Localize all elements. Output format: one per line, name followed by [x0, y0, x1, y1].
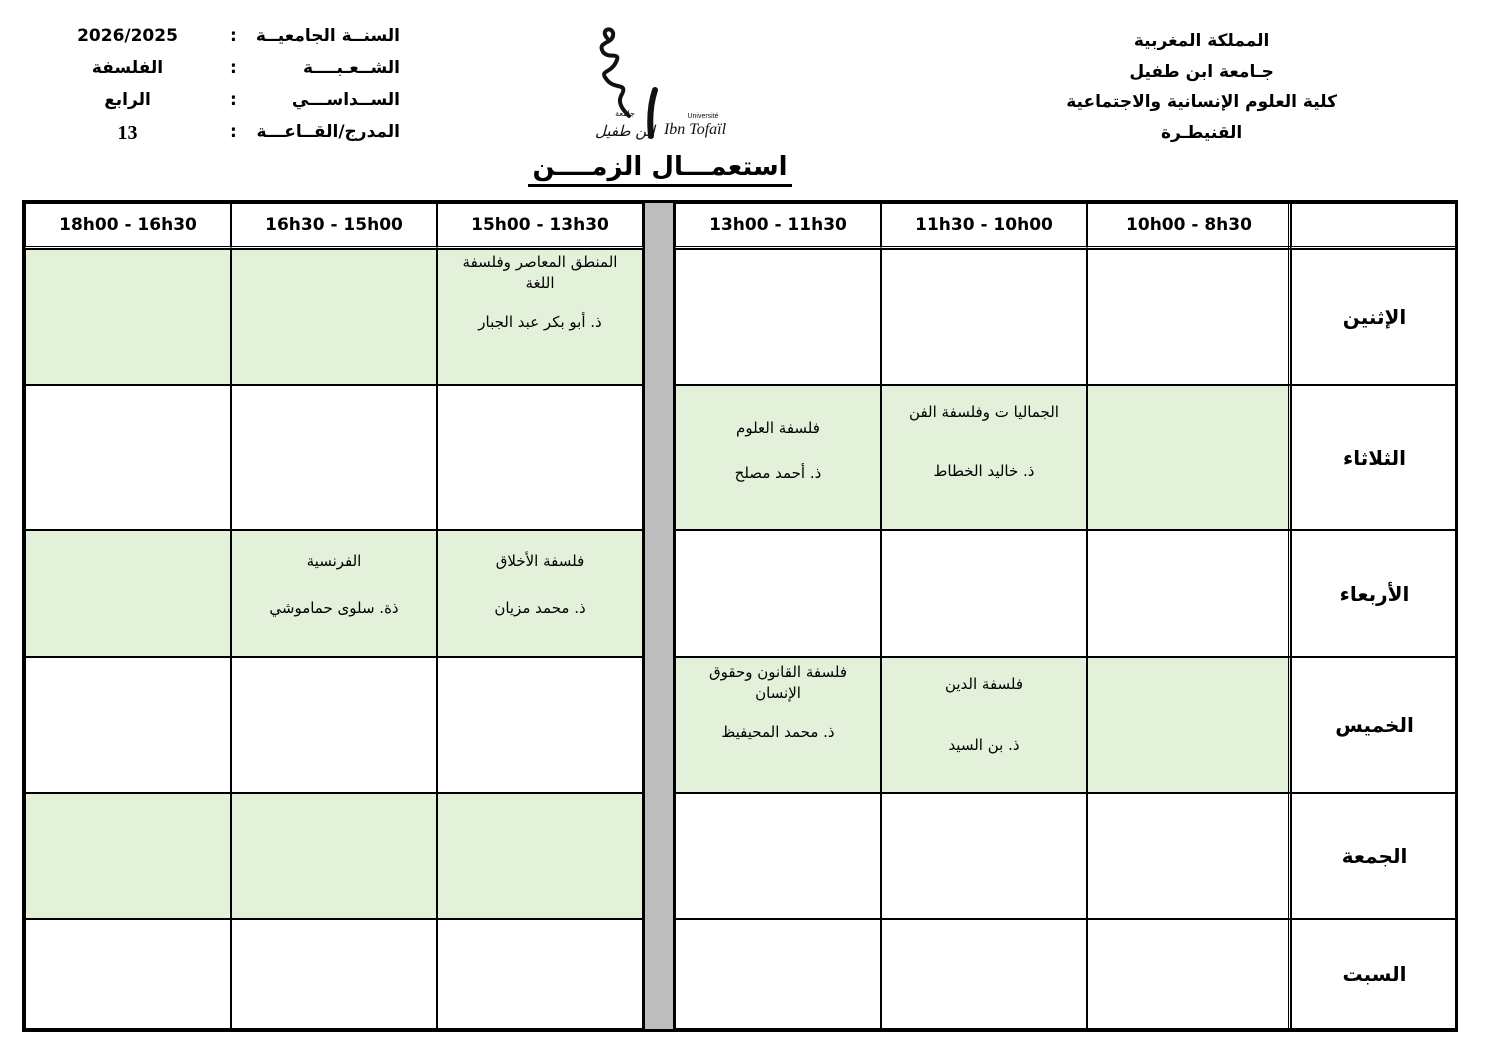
svg-text:ابن طفيل: ابن طفيل [595, 122, 655, 140]
schedule-cell [25, 530, 231, 657]
institution-header [1066, 26, 1337, 148]
semester-value: الرابع [104, 90, 151, 110]
schedule-cell [675, 530, 881, 657]
course-block [438, 531, 642, 619]
slot-header-6: 18h00 - 16h30 [25, 203, 231, 249]
schedule-cell [1087, 249, 1291, 385]
course-name: فلسفة الدين [944, 675, 1024, 693]
course-block [232, 531, 436, 619]
course-name: فلسفة العلوم [736, 419, 820, 437]
year-value: 2026/2025 [77, 26, 178, 46]
branch-value: الفلسفة [91, 58, 164, 78]
kingdom-name: المملكة المغربية [1133, 31, 1270, 51]
schedule-cell [1087, 919, 1291, 1029]
schedule-cell [1087, 657, 1291, 793]
schedule-cell [881, 657, 1087, 793]
schedule-cell [881, 793, 1087, 919]
schedule-cell [231, 385, 437, 530]
schedule-cell [231, 249, 437, 385]
course-professor: ذ. أبو بكر عبد الجبار [478, 313, 602, 331]
day-column-divider [1288, 203, 1291, 1029]
branch-label: الشــعـبــــة [302, 58, 400, 78]
course-name: المنطق المعاصر وفلسفة اللغة [462, 253, 618, 292]
slot-header-4: 15h00 - 13h30 [437, 203, 643, 249]
course-block [882, 386, 1086, 482]
faculty-name: كلية العلوم الإنسانية والاجتماعية [1066, 92, 1337, 112]
schedule-cell [25, 793, 231, 919]
schedule-cell [437, 385, 643, 530]
slot-header-3: 13h00 - 11h30 [675, 203, 881, 249]
course-professor: ذ. أحمد مصلح [734, 464, 822, 482]
info-row-semester: الرابع : الســداســـي [40, 90, 400, 122]
day-wednesday: الأربعاء [1291, 530, 1458, 657]
schedule-cell [1087, 530, 1291, 657]
year-label: السنــة الجامعيــة [255, 26, 400, 46]
schedule-info [40, 26, 400, 154]
schedule-cell [675, 793, 881, 919]
day-tuesday: الثلاثاء [1291, 385, 1458, 530]
schedule-cell [437, 793, 643, 919]
schedule-cell [437, 919, 643, 1029]
course-block [882, 658, 1086, 756]
course-professor: ذ. بن السيد [948, 736, 1020, 754]
schedule-cell [231, 657, 437, 793]
university-logo [585, 20, 735, 150]
schedule-cell [231, 530, 437, 657]
timetable [22, 200, 1458, 1032]
corner-cell [1291, 203, 1458, 249]
slot-header-5: 16h30 - 15h00 [231, 203, 437, 249]
schedule-cell [25, 385, 231, 530]
slot-header-1: 10h00 - 8h30 [1087, 203, 1291, 249]
course-professor: ذ. محمد مزيان [494, 599, 586, 617]
info-row-hall: 13 : المدرج/القــاعـــة [40, 122, 400, 154]
day-monday: الإثنين [1291, 249, 1458, 385]
schedule-cell [25, 657, 231, 793]
course-name: فلسفة القانون وحقوق الإنسان [708, 663, 847, 702]
semester-label: الســداســـي [291, 90, 400, 110]
course-name: الجماليا ت وفلسفة الفن [909, 403, 1059, 421]
course-professor: ذ. محمد المحيفيظ [721, 723, 835, 741]
svg-text:Ibn Tofaïl: Ibn Tofaïl [663, 121, 727, 138]
schedule-cell [231, 919, 437, 1029]
schedule-cell [675, 385, 881, 530]
schedule-cell [1087, 793, 1291, 919]
schedule-cell [675, 249, 881, 385]
lunch-separator [643, 203, 675, 1029]
day-saturday: السبت [1291, 919, 1458, 1029]
day-thursday: الخميس [1291, 657, 1458, 793]
schedule-cell [25, 249, 231, 385]
schedule-cell [675, 657, 881, 793]
info-row-year: 2026/2025 : السنــة الجامعيــة [40, 26, 400, 58]
slot-header-2: 11h30 - 10h00 [881, 203, 1087, 249]
course-name: الفرنسية [306, 552, 362, 570]
schedule-cell [437, 657, 643, 793]
svg-text:جامعة: جامعة [615, 109, 635, 118]
course-block [676, 658, 880, 743]
hall-label: المدرج/القــاعـــة [256, 122, 400, 142]
schedule-cell [881, 249, 1087, 385]
schedule-cell [881, 385, 1087, 530]
course-professor: ذة. سلوى حماموشي [269, 599, 399, 617]
schedule-cell [675, 919, 881, 1029]
schedule-cell [881, 530, 1087, 657]
schedule-cell [25, 919, 231, 1029]
schedule-cell [881, 919, 1087, 1029]
course-block [438, 250, 642, 333]
page-title: استعمـــال الزمــــن [0, 152, 1320, 182]
course-professor: ذ. خاليد الخطاط [933, 462, 1035, 480]
course-name: فلسفة الأخلاق [495, 552, 585, 570]
schedule-cell [1087, 385, 1291, 530]
schedule-cell [231, 793, 437, 919]
day-friday: الجمعة [1291, 793, 1458, 919]
university-name: جـامعة ابن طفيل [1129, 61, 1274, 82]
schedule-cell [437, 530, 643, 657]
schedule-cell [437, 249, 643, 385]
hall-value: 13 [117, 122, 138, 144]
svg-text:Université: Université [687, 113, 719, 120]
course-block [676, 386, 880, 484]
info-row-branch: الفلسفة : الشــعـبــــة [40, 58, 400, 90]
city-name: القنيطـرة [1160, 122, 1243, 143]
